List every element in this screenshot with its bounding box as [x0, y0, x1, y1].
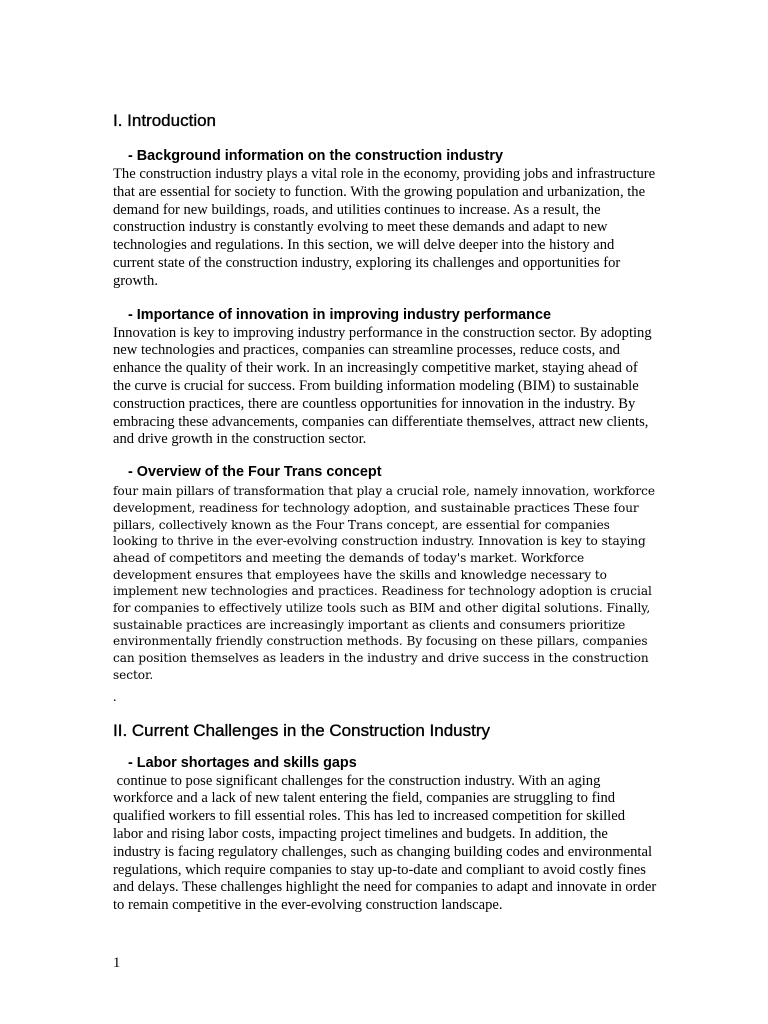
subsection-heading-background: - Background information on the construction industry — [128, 148, 503, 164]
document-body — [113, 110, 658, 915]
subsection-heading-labor-shortages: - Labor shortages and skills gaps — [128, 754, 357, 771]
section-title-introduction: I. Introduction — [113, 111, 217, 130]
paragraph-labor-shortages: continue to pose significant challenges for the construction industry. With an aging workforce and a lack of new talent entering the field, companies are struggling to find qualified workers to fill essential roles. This has led to increased competition for skilled labor and rising labor costs, impacting project timelines and budgets. In addition, the industry is facing regulatory challenges, such as changing building codes and environmental regulations, which require companies to stay up-to-date and compliant to avoid costly fines and delays. These challenges highlight the need for companies to adapt and innovate in order to remain competitive in the ever-evolving construction landscape. — [113, 772, 660, 914]
paragraph-innovation: Innovation is key to improving industry performance in the construction sector. By adopting new technologies and practices, companies can streamline processes, reduce costs, and enhance the quality of their work. In an increasingly competitive market, staying ahead of the curve is crucial for success. From building information modeling (BIM) to sustainable construction practices, there are countless opportunities for innovation in the industry. By embracing these advancements, companies can differentiate themselves, attract new clients, and drive growth in the construction sector. — [113, 324, 652, 448]
subsection-heading-four-trans: - Overview of the Four Trans concept — [128, 464, 382, 481]
paragraph-four-trans: four main pillars of transformation that play a crucial role, namely innovation, workforce development, readiness for technology adoption, and sustainable practices These four pillars, collectively known as the Four Trans concept, are essential for companies looking to thrive in the ever-evolving construction industry. Innovation is key to staying ahead of competitors and meeting the demands of today's market. Workforce development ensures that employees have the skills and knowledge necessary to implement new technologies and practices. Readiness for technology adoption is crucial for companies to effectively utilize tools such as BIM and other digital solutions. Finally, sustainable practices are increasingly important as clients and consumers prioritize environmentally friendly construction methods. By focusing on these pillars, companies can position themselves as leaders in the industry and drive success in the construction sector. — [113, 484, 655, 682]
section-title-current-challenges: II. Current Challenges in the Construction Industry — [113, 720, 491, 740]
trailing-dot: . — [113, 689, 117, 705]
page-number: 1 — [113, 955, 121, 971]
paragraph-background: The construction industry plays a vital role in the economy, providing jobs and infrastructure that are essential for society to function. With the growing population and urbanization, the demand for new buildings, roads, and utilities continues to increase. As a result, the construction industry is constantly evolving to meet these demands and adapt to new technologies and regulations. In this section, we will delve deeper into the history and current state of the construction industry, exploring its challenges and opportunities for growth. — [113, 166, 656, 289]
subsection-heading-innovation: - Importance of innovation in improving industry performance — [128, 306, 551, 323]
